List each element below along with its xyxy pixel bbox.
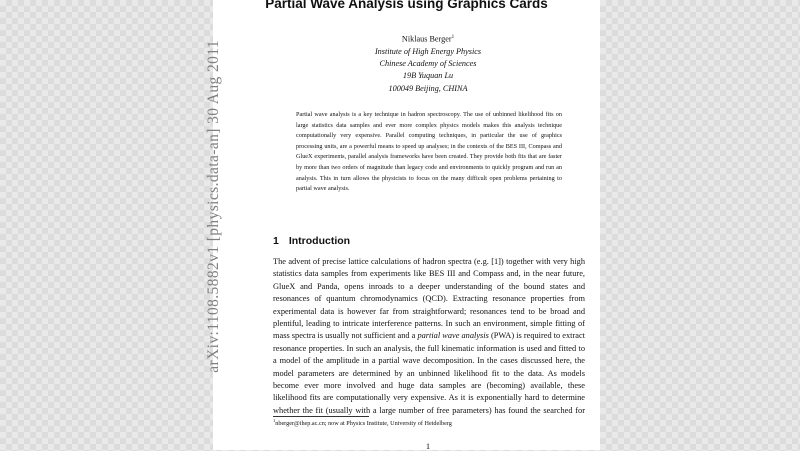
footnote-rule bbox=[273, 416, 369, 417]
footnote: $^1$nberger@ihep.ac.cn; now at Physics Institute, University of Heidelberg bbox=[273, 418, 452, 428]
paper-title: Partial Wave Analysis using Graphics Cards bbox=[265, 0, 548, 11]
introduction-paragraph: The advent of precise lattice calculations of hadron spectra (e.g. [1]) together with very high statistics data samples from experiments like BES III and Compass and, in the near future, GlueX and Panda, opens inroads to a deeper understanding of the bound states and resonances of quantum chromodynamics (QCD). Extracting resonance properties from experimental data is however far from straightforward; resonances tend to be broad and plentiful, leading to intricate interference patterns. In such an environment, simple fitting of mass spectra is usually not sufficient and a partial wave analysis (PWA) is required to extract resonance properties. In such an analysis, the full kinematic information is used and fitted to a model of the amplitude in a partial wave decomposition. In the cases discussed here, the model parameters are determined by an unbinned likelihood fit to the data. As models become ever more involved and huge data samples are (becoming) available, these likelihood fits are computationally very expensive. As it is exponentially hard to determine whether the fit (usually with a large number of free parameters) has found the searched for bbox=[273, 257, 585, 415]
section-heading bbox=[273, 235, 350, 247]
emphasis-term: partial wave analysis bbox=[417, 331, 489, 341]
author-name: Niklaus Berger$^1$ bbox=[401, 34, 455, 44]
page-number: 1 bbox=[425, 441, 431, 451]
section-number: 1 bbox=[273, 235, 279, 247]
affiliation-line: 100049 Beijing, CHINA bbox=[388, 83, 468, 93]
affiliation-line: Chinese Academy of Sciences bbox=[379, 59, 477, 69]
section-title: Introduction bbox=[288, 235, 351, 247]
author-footnote-mark: 1 bbox=[451, 35, 455, 40]
affiliation-line: 19B Yuquan Lu bbox=[402, 71, 454, 81]
abstract: Partial wave analysis is a key technique in hadron spectroscopy. The use of unbinned likelihood fits on large statistics data samples and ever more complex physics models makes this analysis technique computationally very expensive. Parallel computing techniques, in particular the use of graphics processing units, are a powerful means to speed up analyses; in the contexts of the BES III, Compass and GlueX experiments, parallel analysis frameworks have been created. They provide both fits that are faster by more than two orders of magnitude than legacy code and environments to quickly program and run an analysis. This in turn allows the physicists to focus on the many difficult open problems pertaining to partial wave analysis. bbox=[296, 111, 562, 193]
arxiv-stamp: arXiv:1108.5882v1 [physics.data-an] 30 Aug 2011 bbox=[205, 40, 222, 373]
author-block bbox=[213, 32, 643, 95]
affiliation-line: Institute of High Energy Physics bbox=[374, 46, 482, 56]
